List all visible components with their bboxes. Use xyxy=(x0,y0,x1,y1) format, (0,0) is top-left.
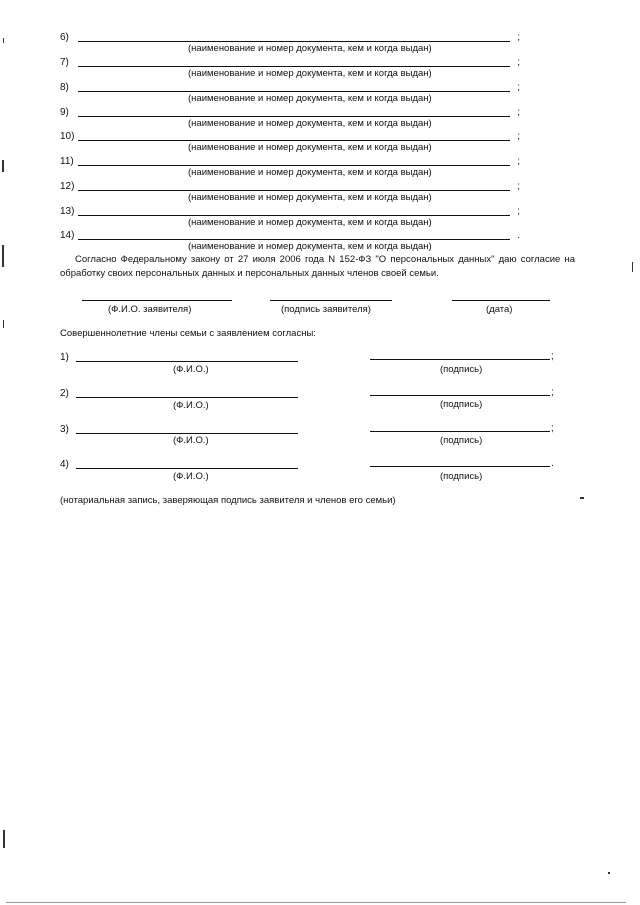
entry-caption: (наименование и номер документа, кем и когда выдан) xyxy=(188,43,432,54)
fill-line[interactable] xyxy=(78,91,510,92)
applicant-fio-line[interactable] xyxy=(82,300,232,301)
family-item-number: 2) xyxy=(60,388,69,399)
date-caption: (дата) xyxy=(486,304,513,315)
family-fio-line[interactable] xyxy=(76,397,298,398)
entry-number: 7) xyxy=(60,57,69,68)
document-entry-10 xyxy=(60,131,520,155)
entry-punctuation: ; xyxy=(517,131,520,142)
consent-text: Согласно Федеральному закону от 27 июля 2006 года N 152-ФЗ "О персональных данных" даю согласие на обработку своих персональных данных и персональных данных членов своей семьи. xyxy=(60,254,575,279)
entry-number: 14) xyxy=(60,230,75,241)
scan-speck xyxy=(3,830,5,848)
entry-number: 12) xyxy=(60,181,75,192)
document-entry-11 xyxy=(60,156,520,180)
family-signature-caption: (подпись) xyxy=(440,364,483,375)
entry-punctuation: ; xyxy=(517,107,520,118)
family-item-number: 3) xyxy=(60,424,69,435)
entry-punctuation: ; xyxy=(517,181,520,192)
fill-line[interactable] xyxy=(78,41,510,42)
entry-number: 6) xyxy=(60,32,69,43)
fill-line[interactable] xyxy=(78,215,510,216)
fill-line[interactable] xyxy=(78,116,510,117)
notary-note: (нотариальная запись, заверяющая подпись заявителя и членов его семьи) xyxy=(60,495,396,506)
scan-speck xyxy=(2,245,4,267)
entry-number: 9) xyxy=(60,107,69,118)
scan-speck xyxy=(580,497,584,499)
family-fio-line[interactable] xyxy=(76,468,298,469)
document-entry-12 xyxy=(60,181,520,205)
entry-punctuation: ; xyxy=(517,156,520,167)
family-fio-caption: (Ф.И.О.) xyxy=(173,435,209,446)
family-fio-caption: (Ф.И.О.) xyxy=(173,471,209,482)
entry-caption: (наименование и номер документа, кем и когда выдан) xyxy=(188,93,432,104)
family-fio-line[interactable] xyxy=(76,361,298,362)
family-signature-line[interactable] xyxy=(370,431,550,432)
applicant-fio-caption: (Ф.И.О. заявителя) xyxy=(108,304,192,315)
entry-caption: (наименование и номер документа, кем и когда выдан) xyxy=(188,217,432,228)
family-signature-line[interactable] xyxy=(370,359,550,360)
document-entry-13 xyxy=(60,206,520,230)
family-item-number: 4) xyxy=(60,459,69,470)
family-signature-line[interactable] xyxy=(370,466,550,467)
family-item-punctuation: ; xyxy=(551,387,554,398)
entry-punctuation: ; xyxy=(517,57,520,68)
entry-punctuation: ; xyxy=(517,32,520,43)
document-entry-7 xyxy=(60,57,520,81)
family-signature-caption: (подпись) xyxy=(440,435,483,446)
applicant-signature-line[interactable] xyxy=(270,300,392,301)
family-fio-caption: (Ф.И.О.) xyxy=(173,364,209,375)
scan-speck xyxy=(632,262,633,272)
entry-caption: (наименование и номер документа, кем и когда выдан) xyxy=(188,68,432,79)
document-entry-8 xyxy=(60,82,520,106)
date-line[interactable] xyxy=(452,300,550,301)
entry-caption: (наименование и номер документа, кем и когда выдан) xyxy=(188,192,432,203)
entry-caption: (наименование и номер документа, кем и когда выдан) xyxy=(188,167,432,178)
entry-number: 10) xyxy=(60,131,75,142)
scan-speck xyxy=(608,872,610,874)
family-fio-caption: (Ф.И.О.) xyxy=(173,400,209,411)
family-item-punctuation: . xyxy=(551,458,554,469)
consent-paragraph xyxy=(60,253,575,281)
fill-line[interactable] xyxy=(78,239,510,240)
entry-caption: (наименование и номер документа, кем и когда выдан) xyxy=(188,118,432,129)
applicant-signature-caption: (подпись заявителя) xyxy=(281,304,371,315)
family-heading: Совершеннолетние члены семьи с заявлением согласны: xyxy=(60,328,316,339)
family-signature-caption: (подпись) xyxy=(440,399,483,410)
scan-speck xyxy=(3,38,4,43)
family-item-punctuation: ; xyxy=(551,423,554,434)
document-entry-6 xyxy=(60,32,520,56)
family-fio-line[interactable] xyxy=(76,433,298,434)
family-signature-line[interactable] xyxy=(370,395,550,396)
entry-number: 13) xyxy=(60,206,75,217)
fill-line[interactable] xyxy=(78,190,510,191)
family-signature-caption: (подпись) xyxy=(440,471,483,482)
fill-line[interactable] xyxy=(78,66,510,67)
family-item-punctuation: ; xyxy=(551,351,554,362)
document-entry-14 xyxy=(60,230,520,254)
scan-speck xyxy=(2,160,4,172)
entry-punctuation: ; xyxy=(517,82,520,93)
fill-line[interactable] xyxy=(78,140,510,141)
entry-number: 8) xyxy=(60,82,69,93)
family-item-number: 1) xyxy=(60,352,69,363)
entry-caption: (наименование и номер документа, кем и когда выдан) xyxy=(188,142,432,153)
entry-caption: (наименование и номер документа, кем и когда выдан) xyxy=(188,241,432,252)
scan-speck xyxy=(3,320,4,328)
entry-punctuation: ; xyxy=(517,206,520,217)
fill-line[interactable] xyxy=(78,165,510,166)
document-entry-9 xyxy=(60,107,520,131)
entry-number: 11) xyxy=(60,156,74,167)
scan-edge-line xyxy=(6,902,626,903)
entry-punctuation: . xyxy=(517,230,520,241)
